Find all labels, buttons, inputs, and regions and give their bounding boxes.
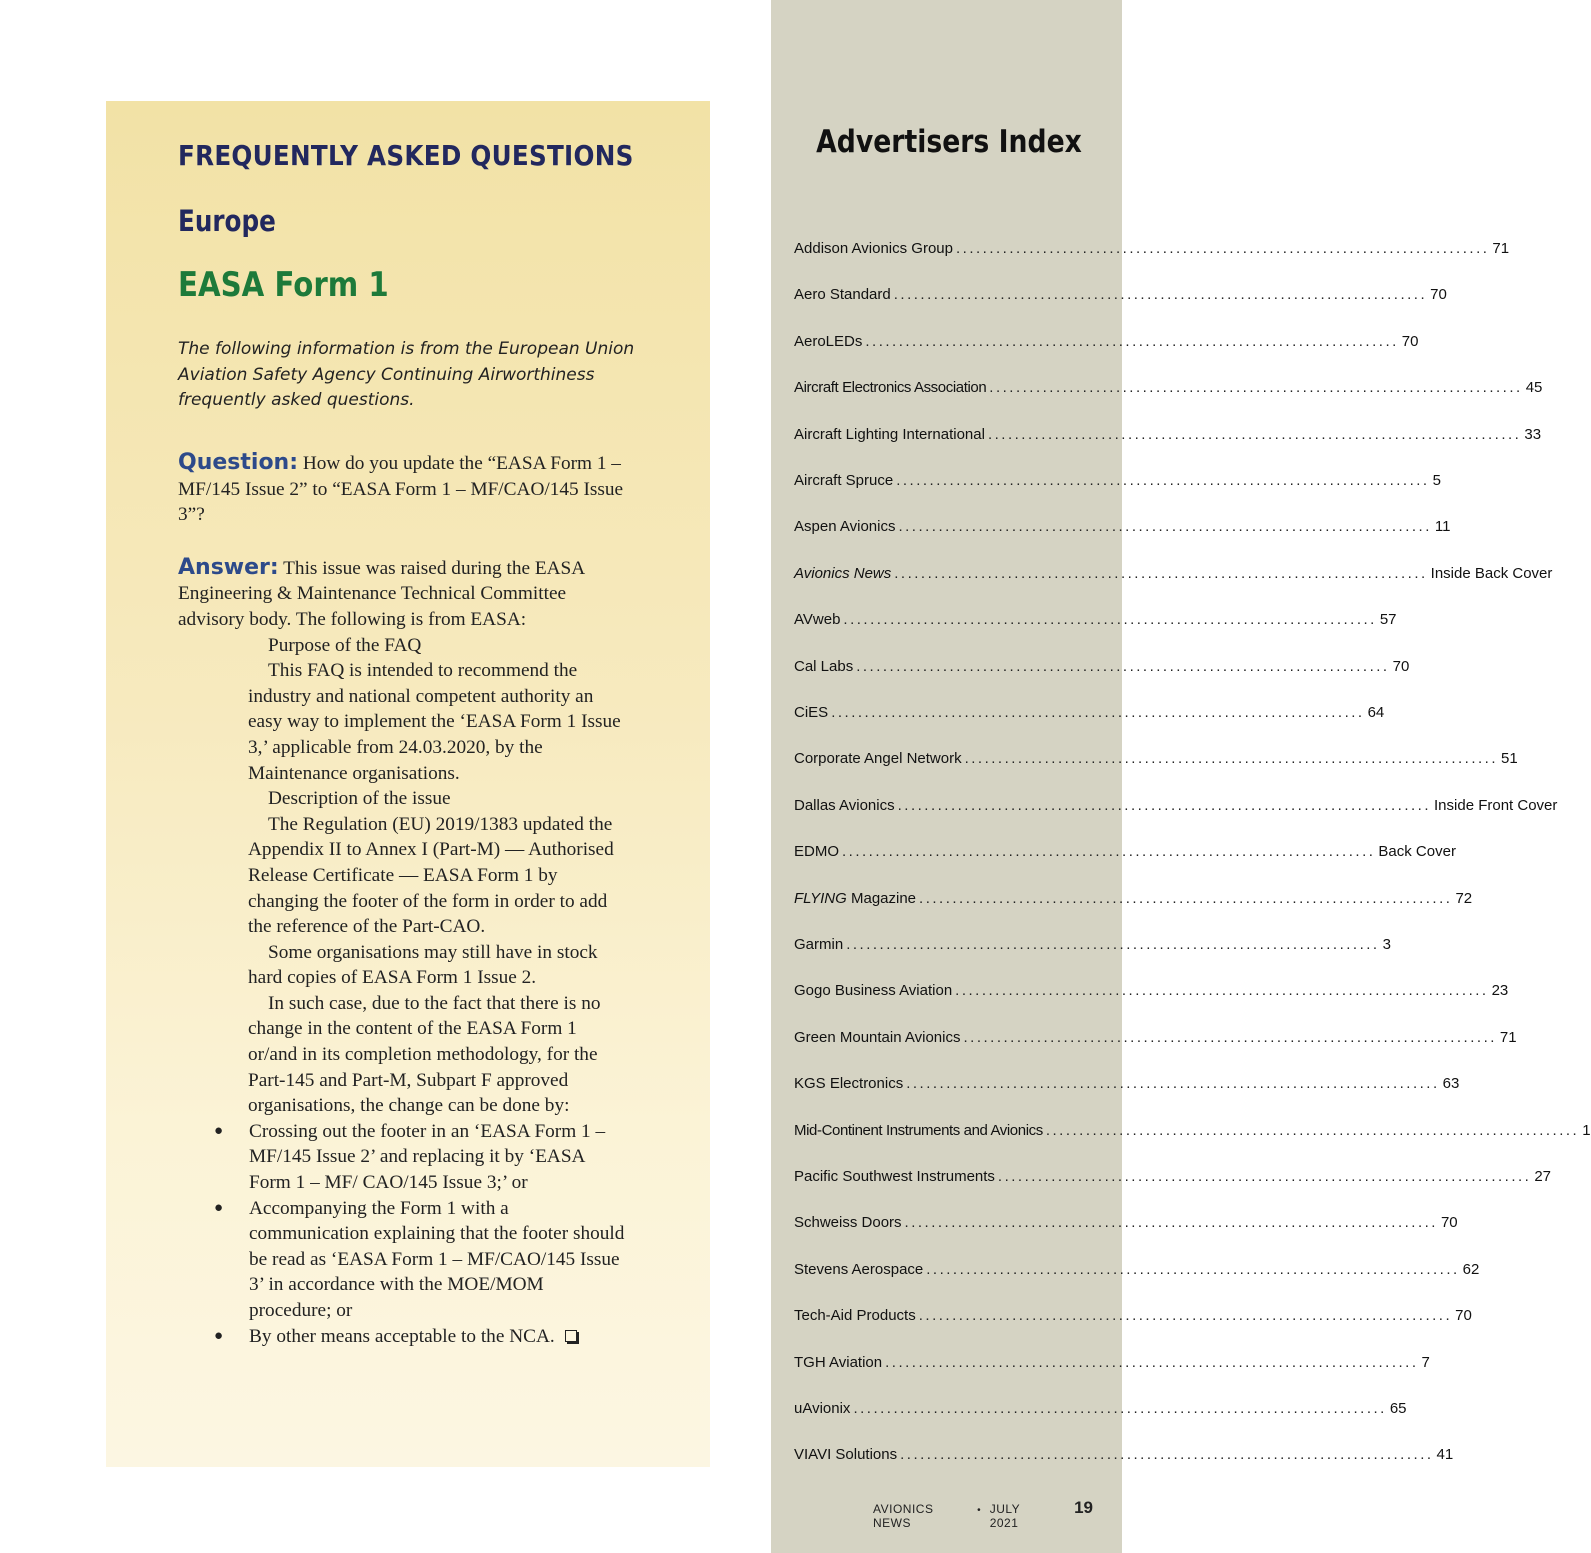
advertiser-page: 27 bbox=[1534, 1168, 1552, 1185]
advertisers-index-title: Advertisers Index bbox=[816, 124, 1082, 160]
advertiser-row bbox=[794, 611, 1397, 629]
paragraph-change: In such case, due to the fact that there is no change in the content of the EASA Form 1 or/and in its completion methodology, for the Part-145 and Part-M, Subpart F approved organisations, the change can be done by: bbox=[248, 992, 601, 1117]
advertiser-row bbox=[794, 1121, 1591, 1139]
advertiser-row bbox=[794, 750, 1518, 768]
advertiser-name: Gogo Business Aviation bbox=[794, 982, 953, 1000]
footer-separator: • bbox=[977, 1505, 981, 1516]
advertisers-index-panel bbox=[771, 0, 1591, 1553]
advertiser-row bbox=[794, 889, 1473, 907]
leader-dots: ................................................................................ bbox=[896, 472, 1430, 489]
advertiser-name: Tech-Aid Products bbox=[794, 1307, 916, 1325]
advertiser-name: AeroLEDs bbox=[794, 332, 863, 350]
footer-date: JULY 2021 bbox=[989, 1502, 1020, 1530]
advertiser-name: Aircraft Lighting International bbox=[794, 425, 985, 443]
advertiser-name: Aspen Avionics bbox=[794, 518, 896, 536]
advertiser-name: Cal Labs bbox=[794, 657, 854, 675]
answer-detail bbox=[248, 633, 630, 1119]
advertiser-page: 3 bbox=[1382, 936, 1391, 953]
leader-dots: ................................................................................ bbox=[856, 657, 1390, 675]
advertiser-page: 5 bbox=[1432, 472, 1441, 489]
leader-dots: ................................................................................ bbox=[919, 889, 1453, 907]
advertiser-name: Pacific Southwest Instruments bbox=[794, 1168, 995, 1185]
advertiser-page: 72 bbox=[1455, 889, 1473, 907]
advertiser-row bbox=[794, 332, 1419, 350]
faq-body bbox=[178, 450, 630, 1349]
advertiser-row bbox=[794, 1075, 1460, 1093]
leader-dots: ................................................................................ bbox=[893, 286, 1428, 304]
advertiser-page: 70 bbox=[1392, 657, 1410, 675]
advertiser-name: KGS Electronics bbox=[794, 1075, 904, 1093]
advertiser-name: uAvionix bbox=[794, 1400, 851, 1417]
advertiser-name: Green Mountain Avionics bbox=[794, 1028, 961, 1046]
advertiser-row bbox=[794, 657, 1410, 675]
end-mark-icon bbox=[565, 1330, 577, 1342]
leader-dots: ................................................................................ bbox=[898, 518, 1432, 536]
leader-dots: ................................................................................ bbox=[964, 750, 1498, 768]
leader-dots: ................................................................................ bbox=[900, 1446, 1434, 1464]
leader-dots: ................................................................................ bbox=[843, 611, 1377, 629]
advertiser-row bbox=[794, 1028, 1517, 1046]
advertiser-page: 23 bbox=[1491, 982, 1509, 1000]
paragraph-regulation: The Regulation (EU) 2019/1383 updated the Appendix II to Annex I (Part-M) — Authorised Release Certificate — EASA Form 1 by changing the footer of the form in order to add the reference of the Part-CAO. bbox=[248, 813, 614, 938]
advertiser-row bbox=[794, 1400, 1407, 1417]
advertiser-page: 11 bbox=[1434, 518, 1451, 536]
answer-label: Answer: bbox=[178, 554, 279, 580]
advertiser-page: 70 bbox=[1401, 332, 1419, 350]
advertiser-name: Dallas Avionics bbox=[794, 796, 895, 814]
leader-dots: ................................................................................ bbox=[955, 982, 1489, 1000]
list-item: ● Crossing out the footer in an ‘EASA Form 1 – MF/145 Issue 2’ and replacing it by ‘EASA Form 1 – MF/ CAO/145 Issue 3;’ or bbox=[214, 1120, 606, 1194]
leader-dots: ................................................................................ bbox=[987, 425, 1522, 443]
bullet-icon: ● bbox=[214, 1122, 224, 1139]
advertiser-page: 51 bbox=[1501, 750, 1518, 768]
footer-publication: AVIONICS NEWS bbox=[873, 1502, 934, 1530]
advertiser-row bbox=[794, 1446, 1454, 1464]
advertiser-page: 70 bbox=[1440, 1214, 1458, 1232]
advertiser-page: 7 bbox=[1421, 1353, 1430, 1371]
answer bbox=[178, 555, 630, 633]
answer-text: This issue was raised during the EASA Engineering & Maintenance Technical Committee advisory body. The following is from EASA: bbox=[178, 557, 585, 630]
advertiser-name: TGH Aviation bbox=[794, 1353, 883, 1371]
question bbox=[178, 450, 630, 528]
subhead-purpose: Purpose of the FAQ bbox=[268, 634, 422, 656]
advertiser-row bbox=[794, 1260, 1480, 1278]
leader-dots: ................................................................................ bbox=[963, 1028, 1497, 1046]
advertiser-row bbox=[794, 286, 1447, 304]
leader-dots: ................................................................................ bbox=[846, 936, 1380, 953]
list-item: ● Accompanying the Form 1 with a communication explaining that the footer should be read as ‘EASA Form 1 – MF/CAO/145 Issue 3’ in accordance with the MOE/MOM procedure; or bbox=[214, 1197, 625, 1321]
advertiser-row bbox=[794, 796, 1558, 814]
leader-dots: ................................................................................ bbox=[997, 1168, 1532, 1185]
bullet-icon: ● bbox=[214, 1327, 224, 1344]
advertiser-name: Corporate Angel Network bbox=[794, 750, 962, 768]
advertiser-name: Garmin bbox=[794, 936, 844, 953]
subhead-description: Description of the issue bbox=[268, 788, 451, 810]
advertiser-page: 33 bbox=[1524, 425, 1542, 443]
advertiser-row bbox=[794, 1353, 1430, 1371]
advertiser-page: 57 bbox=[1379, 611, 1397, 629]
advertiser-page: 64 bbox=[1367, 704, 1385, 721]
advertiser-row bbox=[794, 1307, 1472, 1325]
question-label: Question: bbox=[178, 450, 299, 475]
leader-dots: ................................................................................ bbox=[989, 379, 1523, 397]
advertiser-row bbox=[794, 936, 1391, 953]
leader-dots: ................................................................................ bbox=[885, 1353, 1419, 1371]
advertiser-page: 71 bbox=[1492, 240, 1510, 257]
page-footer bbox=[873, 1498, 1093, 1530]
advertiser-row bbox=[794, 1214, 1458, 1232]
advertiser-page: 62 bbox=[1462, 1260, 1480, 1278]
leader-dots: ................................................................................ bbox=[894, 564, 1428, 582]
leader-dots: ................................................................................ bbox=[897, 796, 1432, 814]
faq-bullet-list bbox=[178, 1119, 630, 1349]
advertiser-name: Aero Standard bbox=[794, 286, 891, 304]
advertiser-row bbox=[794, 564, 1553, 582]
question-text: How do you update the “EASA Form 1 – MF/145 Issue 2” to “EASA Form 1 – MF/CAO/145 Issue 3”? bbox=[178, 453, 624, 526]
leader-dots: ................................................................................ bbox=[831, 704, 1365, 721]
advertiser-name: Avionics News bbox=[794, 564, 892, 582]
advertiser-name: Aircraft Electronics Association bbox=[794, 379, 987, 397]
advertiser-name: EDMO bbox=[794, 843, 839, 861]
paragraph-purpose: This FAQ is intended to recommend the industry and national competent authority an easy way to implement the ‘EASA Form 1 Issue 3,’ applicable from 24.03.2020, by the Maintenance organisations. bbox=[248, 660, 621, 784]
advertiser-page: Back Cover bbox=[1378, 843, 1456, 861]
advertiser-row bbox=[794, 843, 1456, 861]
faq-intro: The following information is from the European Union Aviation Safety Agency Continuing Airworthiness frequently asked questions. bbox=[178, 339, 635, 410]
leader-dots: ................................................................................ bbox=[904, 1214, 1438, 1232]
bullet-icon: ● bbox=[214, 1199, 224, 1216]
advertiser-page: 65 bbox=[1389, 1400, 1407, 1417]
advertiser-name: AVweb bbox=[794, 611, 841, 629]
leader-dots: ................................................................................ bbox=[865, 332, 1399, 350]
paragraph-stock: Some organisations may still have in stock hard copies of EASA Form 1 Issue 2. bbox=[248, 941, 598, 989]
leader-dots: ................................................................................ bbox=[918, 1307, 1453, 1325]
advertiser-name: VIAVI Solutions bbox=[794, 1446, 898, 1464]
advertiser-page: 45 bbox=[1525, 379, 1543, 397]
leader-dots: ................................................................................ bbox=[1045, 1121, 1580, 1139]
advertiser-page: 70 bbox=[1455, 1307, 1472, 1325]
leader-dots: ................................................................................ bbox=[926, 1260, 1460, 1278]
faq-box bbox=[106, 101, 710, 1467]
advertiser-page: Inside Back Cover bbox=[1430, 564, 1553, 582]
advertiser-page: Inside Front Cover bbox=[1434, 796, 1558, 814]
advertiser-page: 63 bbox=[1442, 1075, 1460, 1093]
advertiser-name: Stevens Aerospace bbox=[794, 1260, 924, 1278]
advertiser-row bbox=[794, 1168, 1552, 1185]
advertiser-name: CiES bbox=[794, 704, 829, 721]
advertiser-row bbox=[794, 425, 1542, 443]
advertiser-name: Schweiss Doors bbox=[794, 1214, 902, 1232]
advertiser-name: Aircraft Spruce bbox=[794, 472, 894, 489]
advertiser-row bbox=[794, 518, 1451, 536]
faq-region: Europe bbox=[178, 204, 276, 238]
leader-dots: ................................................................................ bbox=[842, 843, 1376, 861]
advertiser-row bbox=[794, 240, 1510, 257]
footer-page-number: 19 bbox=[1074, 1498, 1093, 1517]
faq-title: EASA Form 1 bbox=[178, 265, 389, 305]
advertiser-row bbox=[794, 379, 1543, 397]
advertiser-row bbox=[794, 704, 1385, 721]
advertiser-row bbox=[794, 982, 1509, 1000]
leader-dots: ................................................................................ bbox=[956, 240, 1490, 257]
advertiser-page: 41 bbox=[1436, 1446, 1454, 1464]
advertiser-row bbox=[794, 472, 1441, 489]
advertiser-name: Addison Avionics Group bbox=[794, 240, 953, 257]
advertiser-page: 71 bbox=[1499, 1028, 1517, 1046]
advertiser-name: Mid-Continent Instruments and Avionics bbox=[794, 1121, 1043, 1139]
leader-dots: ................................................................................ bbox=[906, 1075, 1440, 1093]
leader-dots: ................................................................................ bbox=[853, 1400, 1387, 1417]
faq-heading: FREQUENTLY ASKED QUESTIONS bbox=[178, 139, 634, 172]
advertiser-page: 1 bbox=[1582, 1121, 1591, 1139]
advertiser-name: FLYING Magazine bbox=[794, 889, 917, 907]
list-item: ● By other means acceptable to the NCA. bbox=[249, 1324, 630, 1350]
advertiser-page: 70 bbox=[1430, 286, 1447, 304]
